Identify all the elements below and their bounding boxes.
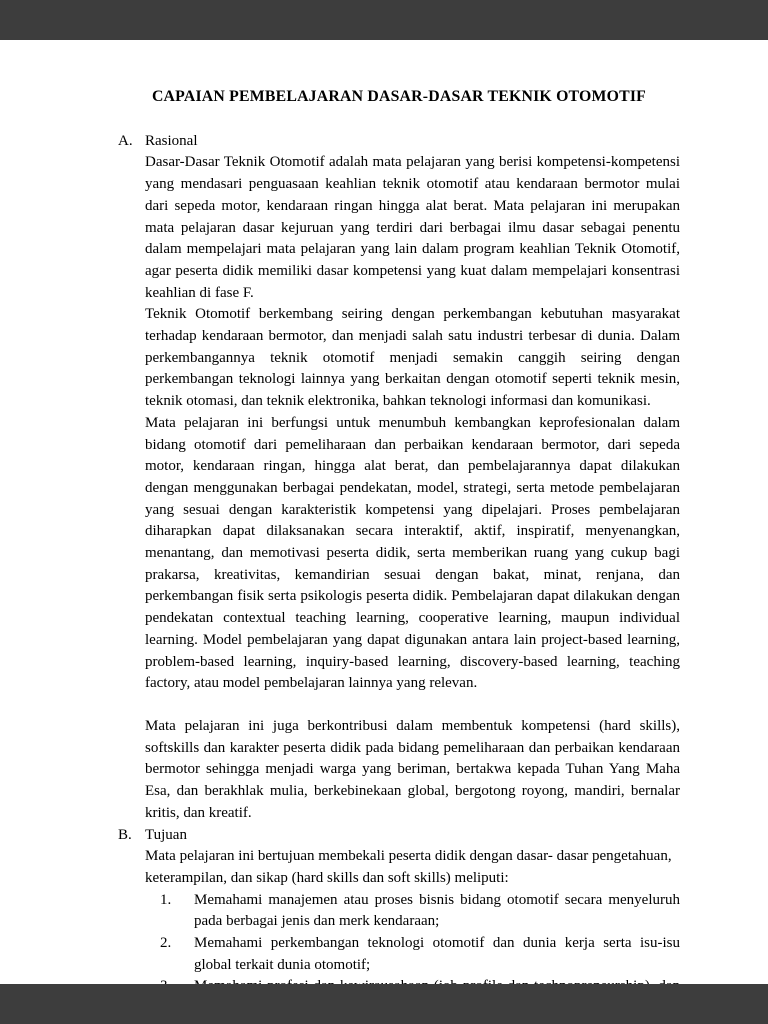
list-item	[160, 933, 680, 976]
list-item-text: Memahami perkembangan teknologi otomotif dan dunia kerja serta isu-isu global terkait dunia otomotif;	[194, 935, 680, 973]
paragraph: Dasar-Dasar Teknik Otomotif adalah mata pelajaran yang berisi kompetensi-kompetensi yang mendasari penguasaan keahlian teknik otomotif atau kendaraan bermotor mulai dari sepeda motor, kendaraan ringan hingga alat berat. Mata pelajaran ini merupakan mata pelajaran dasar kejuruan yang terdiri dari berbagai ilmu dasar sebagai penentu dalam mempelajari mata pelajaran yang lain dalam program keahlian Teknik Otomotif, agar peserta didik memiliki dasar kompetensi yang kuat dalam mempelajari konsentrasi keahlian di fase F.	[145, 154, 680, 301]
section-body	[145, 131, 680, 825]
section-label: B.	[118, 826, 132, 843]
page-content	[0, 40, 768, 1020]
section-rasional	[118, 131, 680, 825]
section-intro: Mata pelajaran ini bertujuan membekali peserta didik dengan dasar- dasar pengetahuan, keterampilan, dan sikap (hard skills dan soft skills) meliputi:	[145, 848, 672, 886]
viewer-top-bar	[0, 0, 768, 40]
list-item-number: 1.	[160, 891, 172, 908]
list-item-number: 2.	[160, 935, 172, 952]
list-item	[160, 890, 680, 933]
viewer-bottom-bar	[0, 984, 768, 1024]
section-heading: Tujuan	[145, 826, 187, 843]
paragraph: Teknik Otomotif berkembang seiring dengan perkembangan kebutuhan masyarakat terhadap kendaraan bermotor, dan menjadi salah satu industri terbesar di dunia. Dalam perkembangannya teknik otomotif menjadi semakin canggih seiring dengan perkembangan teknologi lainnya yang berkaitan dengan otomotif seperti teknik mesin, teknik otomasi, dan teknik elektronika, bahkan teknologi informasi dan komunikasi.	[145, 306, 680, 410]
section-heading: Rasional	[145, 132, 198, 149]
section-label: A.	[118, 132, 133, 149]
paragraph: Mata pelajaran ini juga berkontribusi dalam membentuk kompetensi (hard skills), softskills dan karakter peserta didik pada bidang pemeliharaan dan perbaikan kendaraan bermotor sehingga menjadi warga yang beriman, bertakwa kepada Tuhan Yang Maha Esa, dan berakhlak mulia, berkebinekaan global, bergotong royong, mandiri, bernalar kritis, dan kreatif.	[145, 717, 680, 821]
page-title: CAPAIAN PEMBELAJARAN DASAR-DASAR TEKNIK OTOMOTIF	[151, 88, 647, 105]
list-item-text: Memahami manajemen atau proses bisnis bidang otomotif secara menyeluruh pada berbagai jenis dan merk kendaraan;	[194, 891, 680, 930]
paragraph: Mata pelajaran ini berfungsi untuk menumbuh kembangkan keprofesionalan dalam bidang otomotif dari pemeliharaan dan perbaikan kendaraan bermotor, dari sepeda motor, kendaraan ringan, hingga alat berat, dan pembelajarannya dapat dilakukan dengan menggunakan berbagai pendekatan, model, strategi, serta metode pembelajaran yang sesuai dengan karakteristik kompetensi yang dipelajari. Proses pembelajaran diharapkan dapat dilaksanakan secara interaktif, aktif, inspiratif, menyenangkan, menantang, dan memotivasi peserta didik, serta memberikan ruang yang cukup bagi prakarsa, kreativitas, kemandirian sesuai dengan bakat, minat, renjana, dan perkembangan fisik serta psikologis peserta didik. Pembelajaran dapat dilakukan dengan pendekatan contextual teaching learning, cooperative learning, maupun individual learning. Model pembelajaran yang dapat digunakan antara lain project-based learning, problem-based learning, inquiry-based learning, discovery-based learning, teaching factory, atau model pembelajaran lainnya yang relevan.	[145, 414, 680, 692]
document-page	[0, 40, 768, 984]
